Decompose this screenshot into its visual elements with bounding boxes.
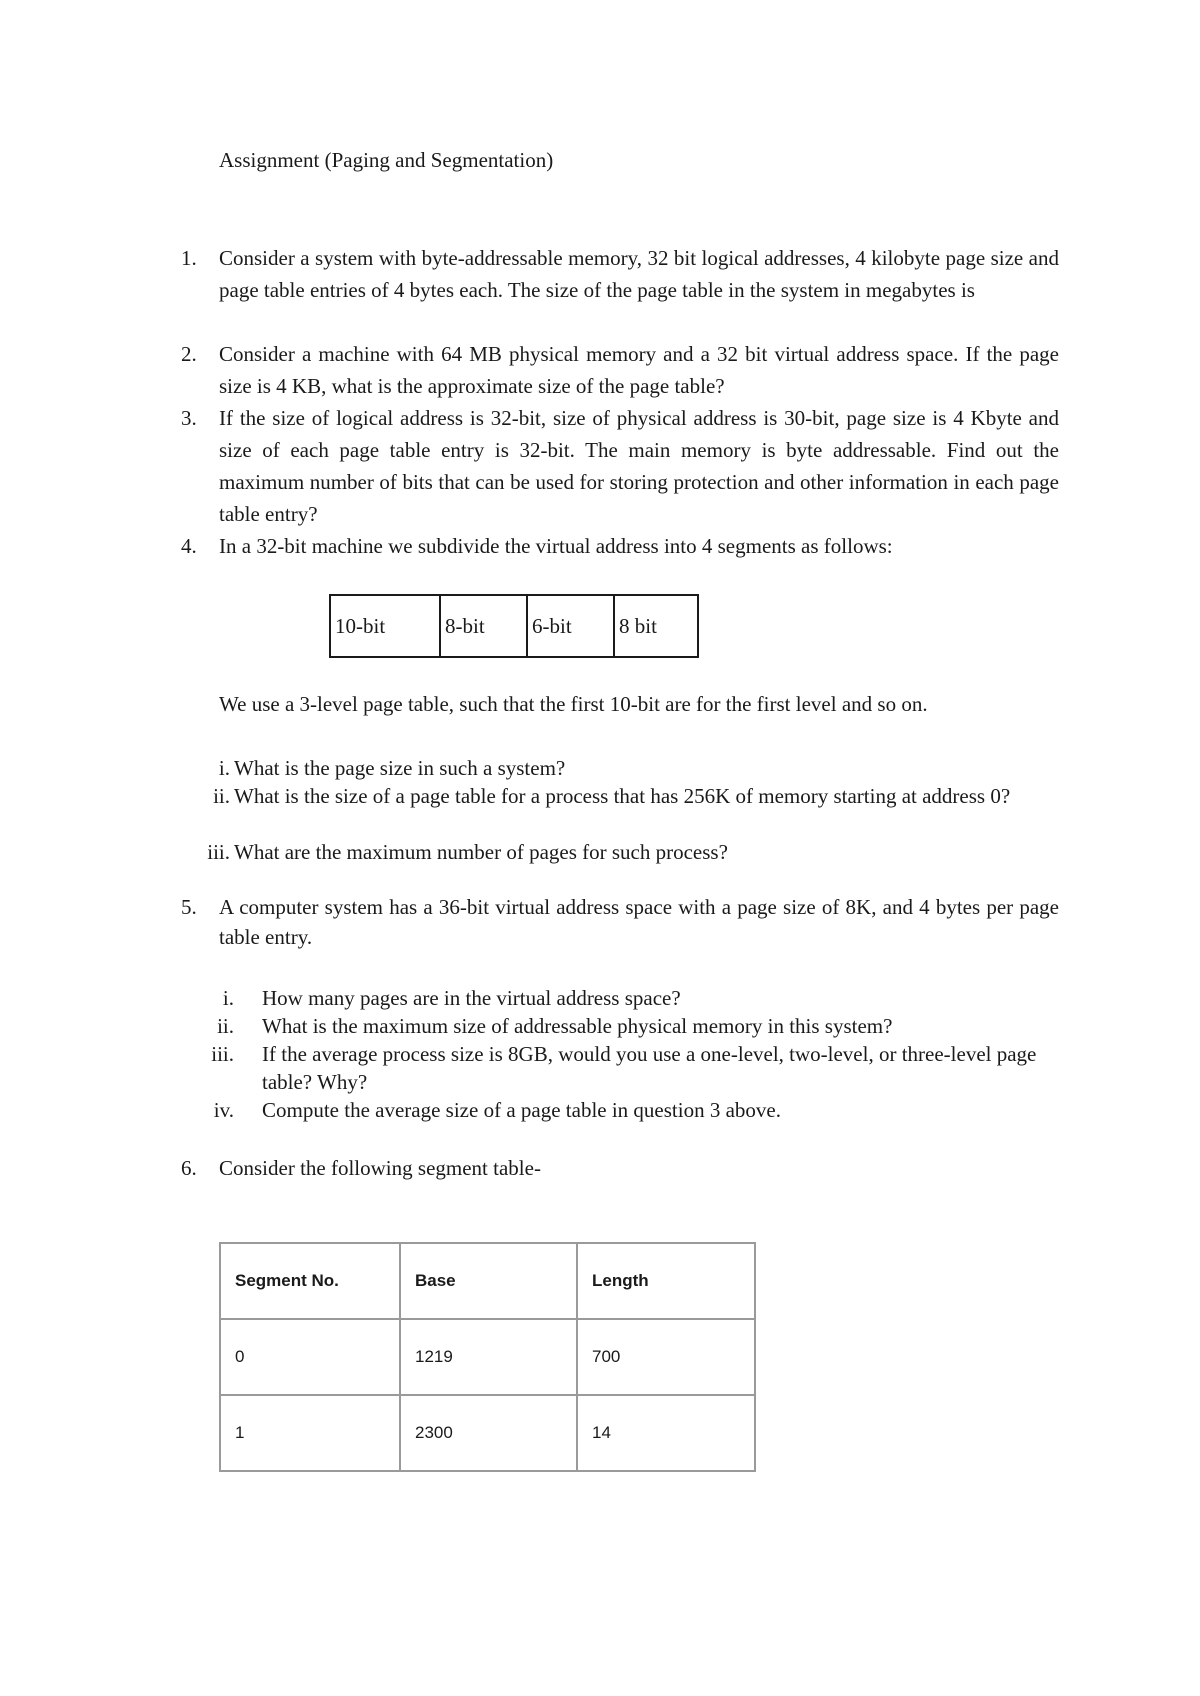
column-header: Length xyxy=(577,1243,755,1319)
roman-numeral: i. xyxy=(222,986,234,1010)
bit-field-1: 10-bit xyxy=(331,596,441,656)
question-4-sub-ii xyxy=(200,782,1060,810)
question-number: 5. xyxy=(181,895,197,919)
roman-numeral: ii. xyxy=(213,784,230,808)
question-2 xyxy=(181,338,1059,402)
bit-field-3: 6-bit xyxy=(528,596,615,656)
question-text: A computer system has a 36-bit virtual address space with a page size of 8K, and 4 bytes per page table entry. xyxy=(219,895,1059,949)
table-cell: 2300 xyxy=(400,1395,577,1471)
bit-field-4: 8 bit xyxy=(619,613,657,638)
table-header-row xyxy=(220,1243,755,1319)
table-row xyxy=(220,1319,755,1395)
table-cell: 1219 xyxy=(400,1319,577,1395)
sub-question-text: What is the page size in such a system? xyxy=(234,756,566,780)
question-number: 1. xyxy=(181,246,197,270)
question-text: In a 32-bit machine we subdivide the virtual address into 4 segments as follows: xyxy=(219,534,893,558)
sub-question-text: Compute the average size of a page table in question 3 above. xyxy=(262,1098,781,1122)
question-4-note: We use a 3-level page table, such that the first 10-bit are for the first level and so on. xyxy=(219,692,928,716)
question-text: Consider a system with byte-addressable memory, 32 bit logical addresses, 4 kilobyte page size and page table entries of 4 bytes each. The size of the page table in the system in megabytes is xyxy=(219,246,1059,302)
roman-numeral: iii. xyxy=(207,840,230,864)
question-5-sub-iv xyxy=(200,1096,1060,1124)
question-text: If the size of logical address is 32-bit, size of physical address is 30-bit, page size is 4 Kbyte and size of each page table entry is 32-bit. The main memory is byte addressable. Find out the maximum number of bits that can be used for storing protection and other information in each page table entry? xyxy=(219,406,1059,526)
table-cell: 14 xyxy=(577,1395,755,1471)
question-number: 4. xyxy=(181,534,197,558)
sub-question-text: What is the maximum size of addressable physical memory in this system? xyxy=(262,1014,893,1038)
question-6 xyxy=(181,1152,1059,1184)
question-4-sub-iii xyxy=(200,838,1060,866)
table-row xyxy=(220,1395,755,1471)
roman-numeral: iv. xyxy=(213,1098,234,1122)
column-header: Segment No. xyxy=(220,1243,400,1319)
question-text: Consider a machine with 64 MB physical memory and a 32 bit virtual address space. If the page size is 4 KB, what is the approximate size of the page table? xyxy=(219,342,1059,398)
table-cell: 1 xyxy=(220,1395,400,1471)
question-5-sub-ii xyxy=(200,1012,1060,1040)
sub-question-text: If the average process size is 8GB, would you use a one-level, two-level, or three-level page table? Why? xyxy=(262,1042,1037,1094)
roman-numeral: ii. xyxy=(217,1014,234,1038)
question-number: 3. xyxy=(181,406,197,430)
bit-field-2: 8-bit xyxy=(441,596,528,656)
question-5-sub-iii xyxy=(200,1040,1060,1096)
roman-numeral: iii. xyxy=(211,1042,234,1066)
question-1 xyxy=(181,242,1059,306)
page-title: Assignment (Paging and Segmentation) xyxy=(219,148,554,172)
address-bit-fields xyxy=(329,594,699,658)
roman-numeral: i. xyxy=(218,756,230,780)
table-cell: 700 xyxy=(577,1319,755,1395)
question-number: 6. xyxy=(181,1156,197,1180)
table-cell: 0 xyxy=(220,1319,400,1395)
question-number: 2. xyxy=(181,342,197,366)
question-5-sub-i xyxy=(200,984,1060,1012)
column-header: Base xyxy=(400,1243,577,1319)
question-4 xyxy=(181,530,1059,562)
sub-question-text: What are the maximum number of pages for such process? xyxy=(234,840,728,864)
question-3 xyxy=(181,402,1059,530)
sub-question-text: What is the size of a page table for a process that has 256K of memory starting at address 0? xyxy=(234,784,1011,808)
sub-question-text: How many pages are in the virtual address space? xyxy=(262,986,681,1010)
question-4-sub-i xyxy=(200,754,1060,782)
question-5 xyxy=(181,892,1059,952)
question-text: Consider the following segment table- xyxy=(219,1156,541,1180)
segment-table xyxy=(219,1242,756,1472)
